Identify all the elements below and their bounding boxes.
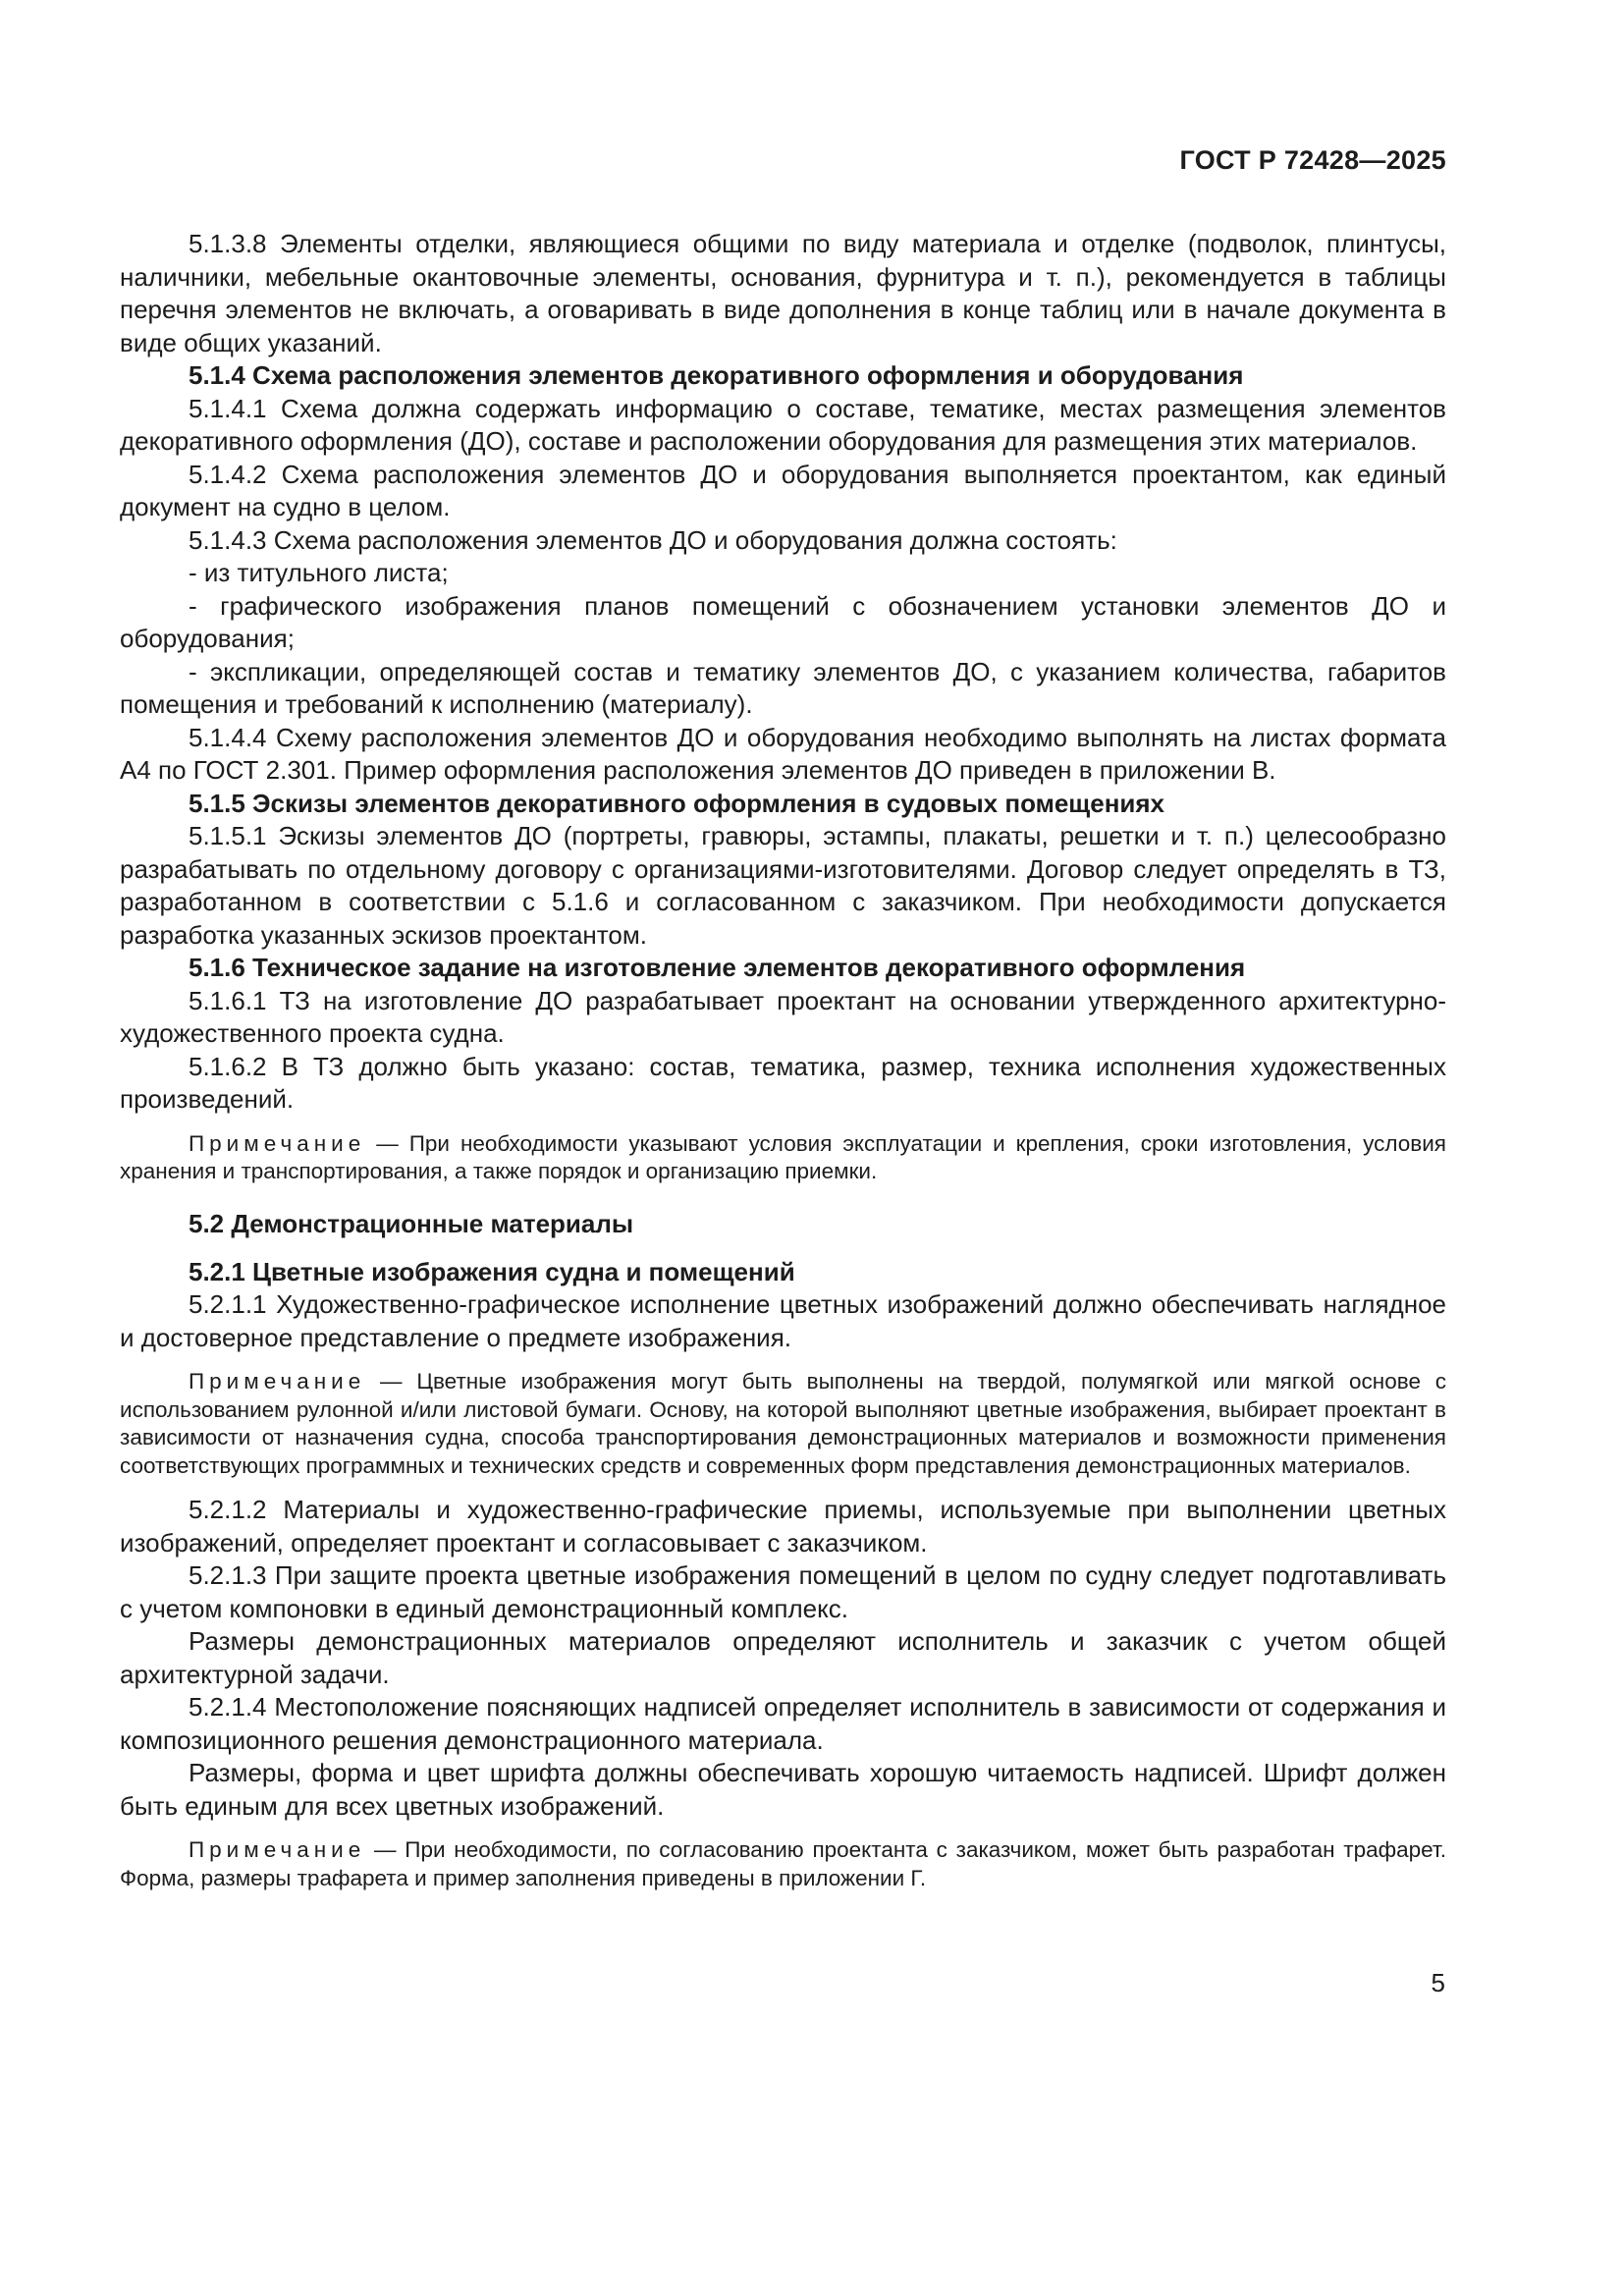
- paragraph: 5.1.4.1 Схема должна содержать информацию о составе, тематике, местах размещения элементов декоративного оформления (ДО), составе и расположении оборудования для размещения этих материалов.: [120, 393, 1446, 456]
- paragraph: 5.2.1.3 При защите проекта цветные изображения помещений в целом по судну следует подготавливать с учетом компоновки в единый демонстрационный комплекс.: [120, 1560, 1446, 1623]
- note-label: Примечание: [189, 1369, 366, 1394]
- note-label: Примечание: [189, 1130, 366, 1156]
- page-number: 5: [1431, 1968, 1445, 1997]
- note: [120, 1836, 1446, 1892]
- document-code: ГОСТ Р 72428—2025: [1179, 145, 1446, 175]
- subsection-heading: 5.1.6 Техническое задание на изготовление элементов декоративного оформления: [189, 953, 1246, 982]
- note-label: Примечание: [189, 1837, 366, 1862]
- list-item: - из титульного листа;: [189, 558, 449, 587]
- paragraph: 5.1.4.3 Схема расположения элементов ДО и оборудования должна состоять:: [189, 524, 1117, 555]
- paragraph: 5.1.5.1 Эскизы элементов ДО (портреты, гравюры, эстампы, плакаты, решетки и т. п.) целесообразно разрабатывать по отдельному договору с организациями-изготовителями. Договор следует определять в ТЗ, разработанном в соответствии с 5.1.6 и согласованном с заказчиком. При необходимости допускается разработка указанных эскизов проектантом.: [120, 821, 1446, 950]
- paragraph: 5.2.1.2 Материалы и художественно-графические приемы, используемые при выполнении цветных изображений, определяет проектант и согласовывает с заказчиком.: [120, 1495, 1446, 1558]
- list-item: - экспликации, определяющей состав и тематику элементов ДО, с указанием количества, габаритов помещения и требований к исполнению (материалу).: [120, 656, 1446, 719]
- note-text: — Цветные изображения могут быть выполнены на твердой, полумягкой или мягкой основе с использованием рулонной и/или листовой бумаги. Основу, на которой выполняют цветные изображения, выбирает проектант в зависимости от назначения судна, способа транспортирования демонстрационных материалов и возможности применения соответствующих программных и технических средств и современных форм представления демонстрационных материалов.: [120, 1369, 1446, 1478]
- paragraph: 5.1.6.2 В ТЗ должно быть указано: состав, тематика, размер, техника исполнения художественных произведений.: [120, 1051, 1446, 1114]
- subsection-heading: 5.1.4 Схема расположения элементов декоративного оформления и оборудования: [189, 360, 1244, 390]
- paragraph: 5.1.3.8 Элементы отделки, являющиеся общими по виду материала и отделке (подволок, плинтусы, наличники, мебельные окантовочные элементы, основания, фурнитура и т. п.), рекомендуется в таблицы перечня элементов не включать, а оговаривать в виде дополнения в конце таблиц или в начале документа в виде общих указаний.: [120, 229, 1446, 357]
- paragraph: 5.1.4.2 Схема расположения элементов ДО и оборудования выполняется проектантом, как единый документ на судно в целом.: [120, 459, 1446, 521]
- note-text: — При необходимости указывают условия эксплуатации и крепления, сроки изготовления, условия хранения и транспортирования, а также порядок и организацию приемки.: [120, 1130, 1446, 1183]
- subsection-heading: 5.2.1 Цветные изображения судна и помещений: [189, 1256, 795, 1286]
- paragraph: 5.2.1.1 Художественно-графическое исполнение цветных изображений должно обеспечивать наглядное и достоверное представление о предмете изображения.: [120, 1289, 1446, 1352]
- note-text: — При необходимости, по согласованию проектанта с заказчиком, может быть разработан трафарет. Форма, размеры трафарета и пример заполнения приведены в приложении Г.: [120, 1837, 1446, 1890]
- note: [120, 1130, 1446, 1186]
- list-item: - графического изображения планов помещений с обозначением установки элементов ДО и оборудования;: [120, 590, 1446, 653]
- page-content: [120, 228, 1446, 1906]
- paragraph: 5.1.6.1 ТЗ на изготовление ДО разрабатывает проектант на основании утвержденного архитектурно-художественного проекта судна.: [120, 985, 1446, 1048]
- note: [120, 1368, 1446, 1480]
- paragraph: 5.1.4.4 Схему расположения элементов ДО и оборудования необходимо выполнять на листах формата А4 по ГОСТ 2.301. Пример оформления расположения элементов ДО приведен в приложении В.: [120, 722, 1446, 785]
- paragraph: Размеры демонстрационных материалов определяют исполнитель и заказчик с учетом общей архитектурной задачи.: [120, 1626, 1446, 1689]
- paragraph: Размеры, форма и цвет шрифта должны обеспечивать хорошую читаемость надписей. Шрифт должен быть единым для всех цветных изображений.: [120, 1758, 1446, 1821]
- paragraph: 5.2.1.4 Местоположение поясняющих надписей определяет исполнитель в зависимости от содержания и композиционного решения демонстрационного материала.: [120, 1692, 1446, 1755]
- section-heading: 5.2 Демонстрационные материалы: [189, 1208, 634, 1238]
- subsection-heading: 5.1.5 Эскизы элементов декоративного оформления в судовых помещениях: [189, 788, 1165, 818]
